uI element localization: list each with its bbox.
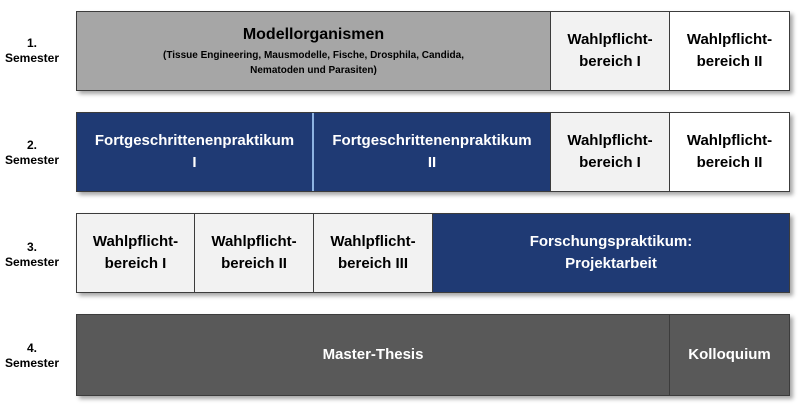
module-wahlpflicht-2 — [670, 12, 789, 90]
module-line2: bereich II — [696, 53, 763, 70]
semester-4-label — [0, 341, 64, 371]
module-line1: Wahlpflicht- — [686, 31, 773, 48]
module-line2: bereich I — [579, 53, 641, 70]
module-line1: Wahlpflicht- — [686, 132, 773, 149]
semester-2-label — [0, 138, 64, 168]
semester-word: Semester — [4, 51, 60, 65]
semester-1-row — [76, 11, 790, 91]
module-forschungspraktikum — [433, 214, 789, 292]
semester-word: Semester — [4, 255, 60, 269]
module-wahlpflicht-1 — [551, 113, 670, 191]
module-kolloquium — [670, 315, 789, 395]
module-line1: Wahlpflicht- — [567, 132, 653, 149]
semester-3-label — [0, 240, 64, 270]
module-line1: Wahlpflicht- — [330, 233, 416, 250]
module-line1: Master-Thesis — [322, 346, 424, 363]
module-line2: Projektarbeit — [565, 255, 657, 272]
module-line1: Fortgeschrittenenpraktikum — [94, 132, 295, 149]
module-subtitle-line1: (Tissue Engineering, Mausmodelle, Fische, Drosphila, Candida, — [163, 49, 464, 61]
semester-1-label — [0, 36, 64, 66]
module-wahlpflicht-2 — [670, 113, 789, 191]
module-master-thesis — [77, 315, 670, 395]
module-line1: Forschungspraktikum: — [529, 233, 693, 250]
semester-number: 2. — [26, 138, 37, 152]
module-title: Modellorganismen — [242, 25, 385, 43]
module-wahlpflicht-2 — [195, 214, 314, 292]
semester-4-row — [76, 314, 790, 396]
module-line1: Wahlpflicht- — [567, 31, 653, 48]
module-line1: Wahlpflicht- — [92, 233, 179, 250]
semester-number: 3. — [26, 240, 37, 254]
module-modellorganismen — [77, 12, 551, 90]
module-subtitle-line2: Nematoden und Parasiten) — [250, 64, 377, 76]
module-wahlpflicht-3 — [314, 214, 433, 292]
module-line1: Wahlpflicht- — [211, 233, 297, 250]
module-line2: bereich III — [337, 255, 409, 272]
module-wahlpflicht-1 — [551, 12, 670, 90]
module-line1: Fortgeschrittenenpraktikum — [332, 132, 532, 149]
semester-word: Semester — [4, 153, 60, 167]
module-wahlpflicht-1 — [77, 214, 195, 292]
semester-number: 4. — [26, 341, 37, 355]
module-line1: Kolloquium — [688, 346, 771, 363]
semester-number: 1. — [26, 36, 37, 50]
module-line2: II — [427, 154, 437, 171]
semester-word: Semester — [4, 356, 60, 370]
module-fortgeschrittenenpraktikum-1 — [77, 113, 314, 191]
module-line2: bereich II — [221, 255, 287, 272]
module-line2: bereich I — [579, 154, 641, 171]
module-fortgeschrittenenpraktikum-2 — [314, 113, 551, 191]
semester-2-row — [76, 112, 790, 192]
semester-3-row — [76, 213, 790, 293]
module-line2: bereich II — [696, 154, 763, 171]
module-line2: I — [192, 154, 197, 171]
module-line2: bereich I — [104, 255, 167, 272]
